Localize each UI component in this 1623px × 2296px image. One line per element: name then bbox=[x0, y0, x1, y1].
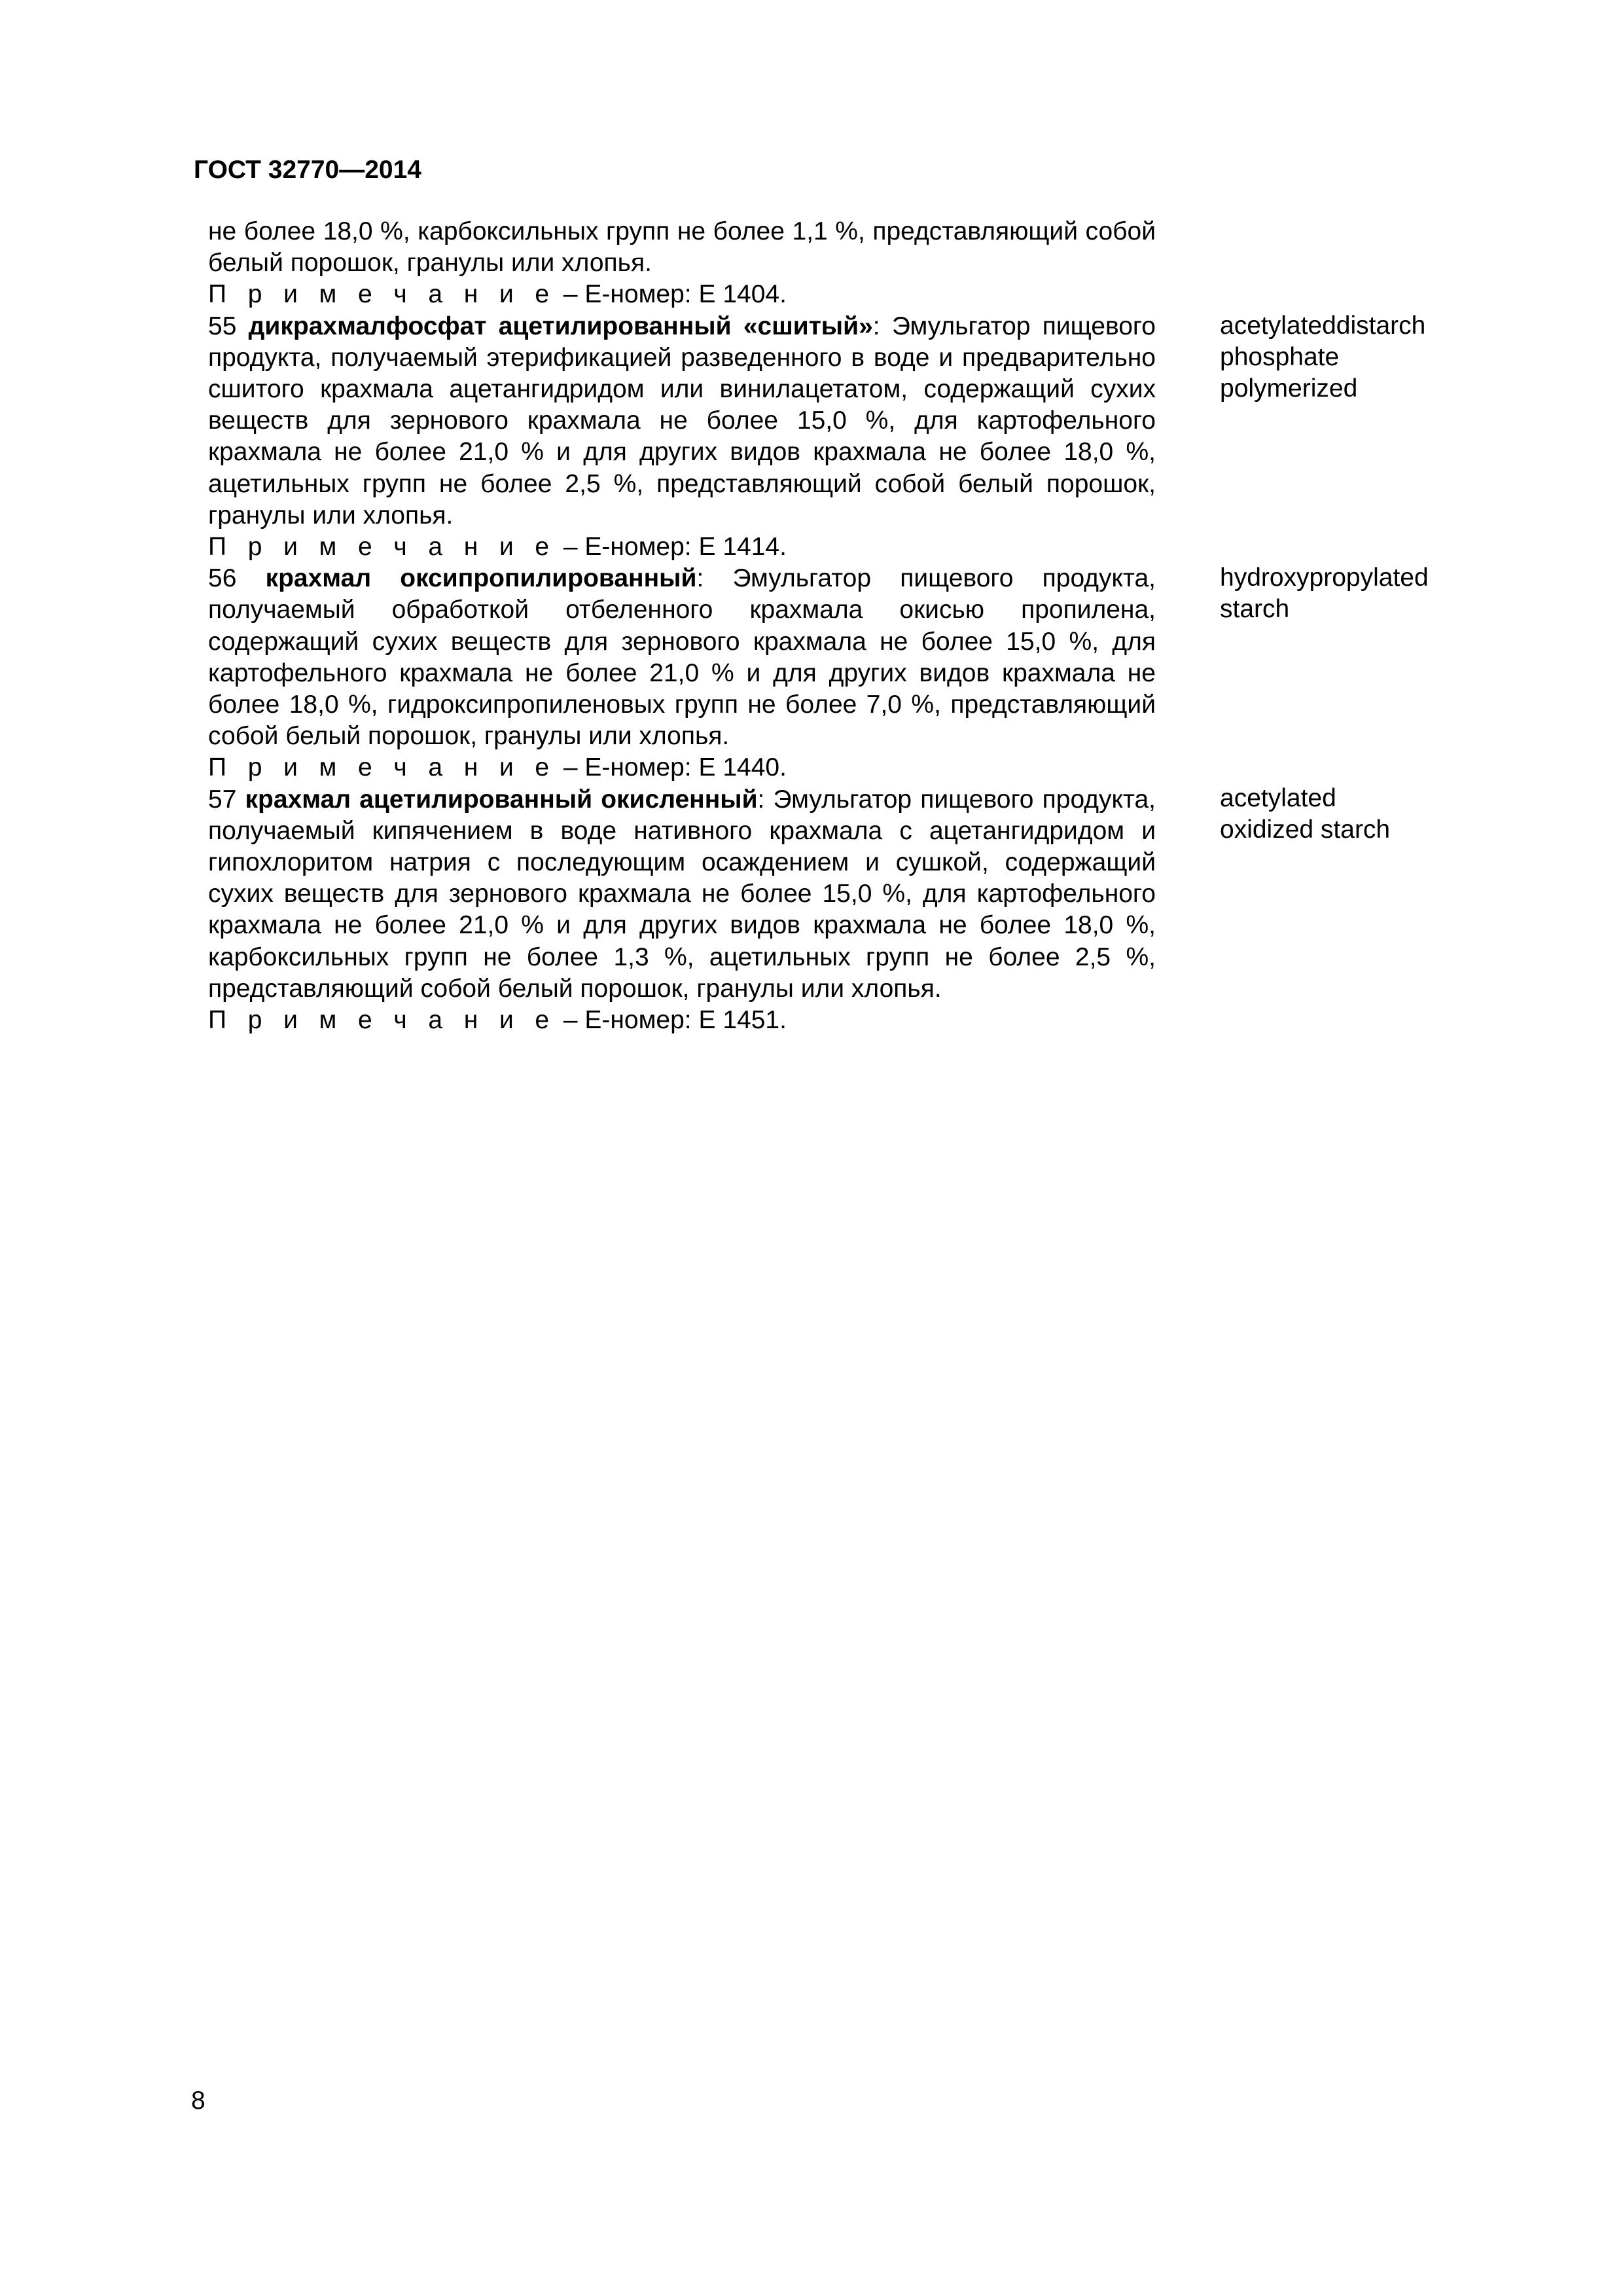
note-e1451 bbox=[208, 1005, 1156, 1036]
english-term-55 bbox=[1220, 310, 1488, 405]
continuation-block bbox=[208, 216, 1156, 311]
note-e1404 bbox=[208, 279, 1156, 310]
english-term-line bbox=[1220, 310, 1483, 342]
english-word: distarch bbox=[1336, 312, 1426, 340]
standard-designation: ГОСТ 32770—2014 bbox=[194, 156, 421, 184]
term-55 bbox=[208, 311, 1156, 564]
english-term-line: acetylated bbox=[1220, 784, 1336, 812]
continuation-text: не более 18,0 %, карбоксильных групп не более 1,1 %, представляющий собой белый порошок, гранулы или хлопья. bbox=[208, 217, 1156, 278]
term-number: 56 bbox=[208, 564, 237, 593]
english-word: acetylated bbox=[1220, 312, 1336, 340]
note-label: П р и м е ч а н и е bbox=[208, 753, 557, 782]
term-definition: : Эмульгатор пищевого продукта, получаемый этерификацией разведенного в воде и предварительно сшитого крахмала ацетангидридом или винилацетатом, содержащий сухих веществ для зернового крахмала не более 15,0 %, для картофельного крахмала не более 21,0 % и для других видов крахмала не более 18,0 %, ацетильных групп не более 2,5 %, представляющий собой белый порошок, гранулы или хлопья. bbox=[208, 312, 1156, 529]
term-definition: : Эмульгатор пищевого продукта, получаемый обработкой отбеленного крахмала окисью пропилена, содержащий сухих веществ для зернового крахмала не более 15,0 %, для картофельного крахмала не более 21,0 % и для других видов крахмала не более 18,0 %, гидроксипропиленовых групп не более 7,0 %, представляющий собой белый порошок, гранулы или хлопья. bbox=[208, 564, 1156, 751]
term-55-text bbox=[208, 311, 1156, 531]
term-number: 57 bbox=[208, 785, 237, 814]
english-term-57 bbox=[1220, 783, 1488, 846]
note-text: – Е-номер: Е 1451. bbox=[556, 1006, 787, 1035]
term-57-text bbox=[208, 784, 1156, 1005]
english-term-line: starch bbox=[1220, 595, 1290, 624]
english-term-56 bbox=[1220, 562, 1488, 625]
term-56 bbox=[208, 563, 1156, 783]
note-text: – Е-номер: Е 1414. bbox=[556, 533, 787, 562]
term-57 bbox=[208, 784, 1156, 1037]
english-term-line: oxidized starch bbox=[1220, 816, 1391, 844]
term-name: крахмал оксипропилированный bbox=[265, 564, 697, 593]
term-number: 55 bbox=[208, 312, 237, 340]
note-label: П р и м е ч а н и е bbox=[208, 1006, 557, 1035]
note-label: П р и м е ч а н и е bbox=[208, 533, 557, 562]
english-term-line: phosphate bbox=[1220, 343, 1340, 372]
note-label: П р и м е ч а н и е bbox=[208, 280, 557, 309]
note-e1440 bbox=[208, 752, 1156, 783]
document-body bbox=[208, 216, 1156, 1036]
english-term-line: hydroxypropylated bbox=[1220, 564, 1429, 592]
term-56-text bbox=[208, 563, 1156, 752]
page-number: 8 bbox=[191, 2087, 205, 2115]
english-term-line: polymerized bbox=[1220, 374, 1358, 403]
note-e1414 bbox=[208, 531, 1156, 563]
term-name: крахмал ацетилированный окисленный bbox=[245, 785, 758, 814]
term-definition: : Эмульгатор пищевого продукта, получаемый кипячением в воде нативного крахмала с ацетангидридом и гипохлоритом натрия с последующим осаждением и сушкой, содержащий сухих веществ для зернового крахмала не более 15,0 %, для картофельного крахмала не более 21,0 % и для других видов крахмала не более 18,0 %, карбоксильных групп не более 1,3 %, ацетильных групп не более 2,5 %, представляющий собой белый порошок, гранулы или хлопья. bbox=[208, 785, 1156, 1003]
note-text: – Е-номер: Е 1440. bbox=[556, 753, 787, 782]
note-text: – Е-номер: Е 1404. bbox=[556, 280, 787, 309]
term-name: дикрахмалфосфат ацетилированный «сшитый» bbox=[248, 312, 873, 340]
